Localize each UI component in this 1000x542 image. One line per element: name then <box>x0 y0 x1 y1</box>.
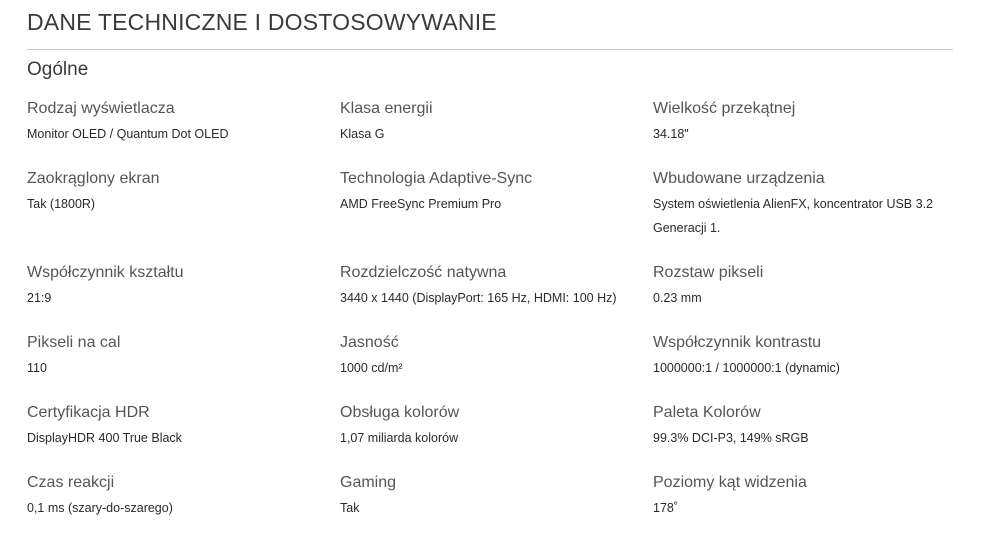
spec-value: 0,1 ms (szary-do-szarego) <box>27 501 173 515</box>
spec-label: Czas reakcji <box>27 474 115 491</box>
spec-color-gamut <box>653 402 957 472</box>
spec-label: Klasa energii <box>340 100 433 117</box>
spec-value: 1000 cd/m² <box>340 361 403 375</box>
spec-label: Zaokrąglony ekran <box>27 170 160 187</box>
spec-label: Certyfikacja HDR <box>27 404 150 421</box>
spec-value: 34.18" <box>653 127 689 141</box>
spec-value: DisplayHDR 400 True Black <box>27 431 182 445</box>
page-header <box>27 8 953 36</box>
spec-hdr-certification <box>27 402 340 472</box>
spec-gaming <box>340 472 653 542</box>
spec-pixel-pitch <box>653 262 957 332</box>
spec-value: 21:9 <box>27 291 52 305</box>
spec-label: Jasność <box>340 334 399 351</box>
spec-contrast-ratio <box>653 332 957 402</box>
spec-horizontal-viewing-angle <box>653 472 957 542</box>
spec-label: Rozstaw pikseli <box>653 264 764 281</box>
title-divider <box>27 49 953 50</box>
spec-label: Rozdzielczość natywna <box>340 264 507 281</box>
spec-color-support <box>340 402 653 472</box>
spec-curved-screen <box>27 168 340 262</box>
spec-value: 178˚ <box>653 501 679 515</box>
spec-value: 3440 x 1440 (DisplayPort: 165 Hz, HDMI: 100 Hz) <box>340 291 617 305</box>
spec-value: 1,07 miliarda kolorów <box>340 431 459 445</box>
spec-label: Pikseli na cal <box>27 334 121 351</box>
spec-value: 0.23 mm <box>653 291 702 305</box>
spec-value: Tak (1800R) <box>27 197 96 211</box>
spec-value: 110 <box>27 361 47 375</box>
spec-value: Tak <box>340 501 360 515</box>
spec-label: Wbudowane urządzenia <box>653 170 825 187</box>
spec-value: System oświetlenia AlienFX, koncentrator USB 3.2 Generacji 1. <box>653 197 933 235</box>
spec-brightness <box>340 332 653 402</box>
spec-adaptive-sync <box>340 168 653 262</box>
spec-grid <box>27 98 957 542</box>
spec-value: Monitor OLED / Quantum Dot OLED <box>27 127 229 141</box>
section-title: Ogólne <box>27 59 89 80</box>
spec-label: Rodzaj wyświetlacza <box>27 100 175 117</box>
spec-built-in-devices <box>653 168 957 262</box>
spec-display-type <box>27 98 340 168</box>
spec-label: Technologia Adaptive-Sync <box>340 170 533 187</box>
spec-energy-class <box>340 98 653 168</box>
spec-label: Współczynnik kształtu <box>27 264 184 281</box>
spec-label: Gaming <box>340 474 397 491</box>
spec-label: Współczynnik kontrastu <box>653 334 822 351</box>
spec-native-resolution <box>340 262 653 332</box>
spec-value: Klasa G <box>340 127 385 141</box>
spec-diagonal-size <box>653 98 957 168</box>
page-title: DANE TECHNICZNE I DOSTOSOWYWANIE <box>27 9 497 35</box>
spec-aspect-ratio <box>27 262 340 332</box>
spec-value: AMD FreeSync Premium Pro <box>340 197 502 211</box>
spec-label: Paleta Kolorów <box>653 404 761 421</box>
spec-label: Obsługa kolorów <box>340 404 460 421</box>
spec-value: 99.3% DCI-P3, 149% sRGB <box>653 431 809 445</box>
spec-label: Poziomy kąt widzenia <box>653 474 807 491</box>
spec-pixels-per-inch <box>27 332 340 402</box>
spec-label: Wielkość przekątnej <box>653 100 796 117</box>
spec-response-time <box>27 472 340 542</box>
spec-value: 1000000:1 / 1000000:1 (dynamic) <box>653 361 840 375</box>
